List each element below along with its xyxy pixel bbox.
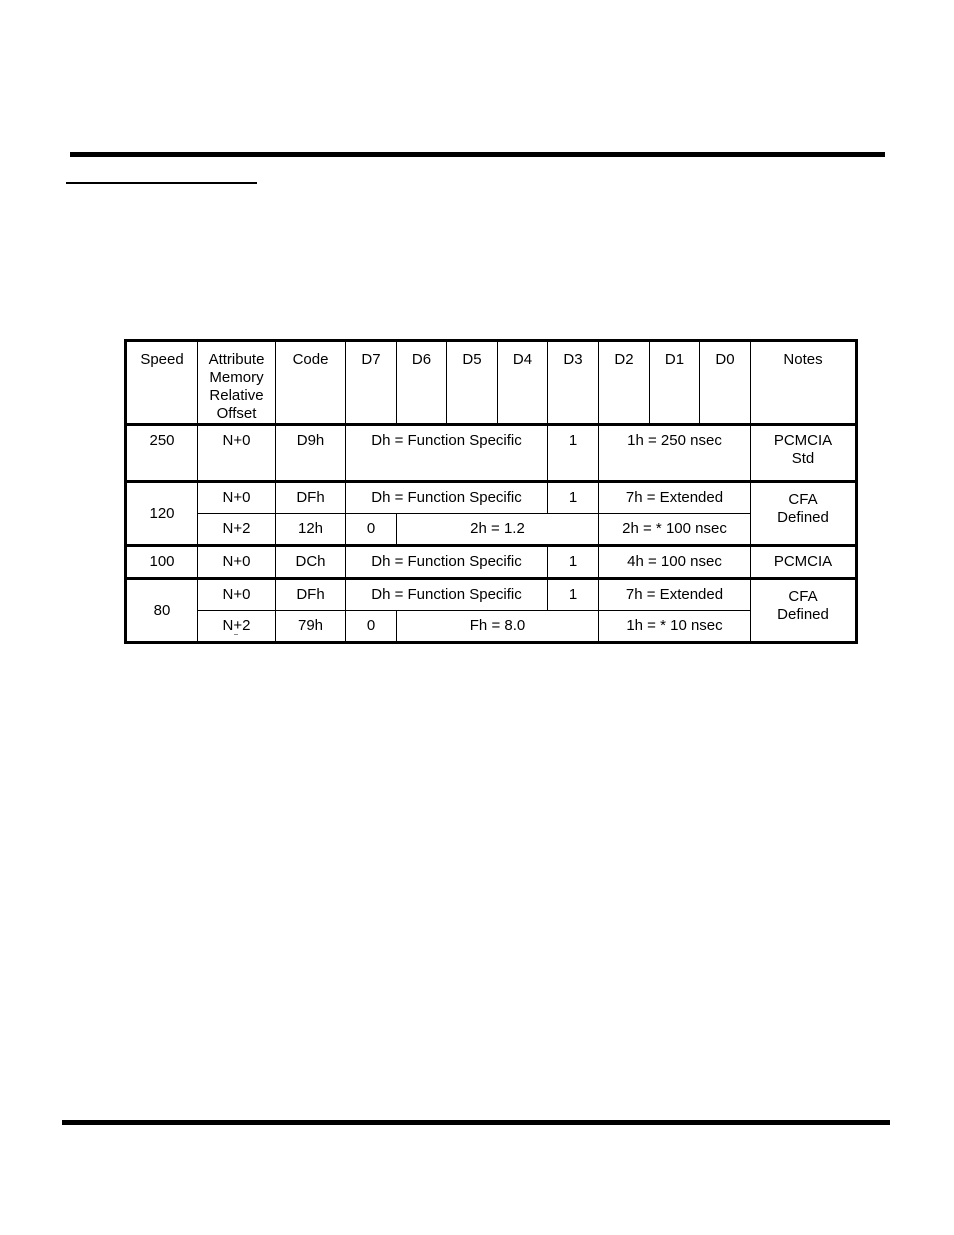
notes-line: CFA (788, 491, 818, 508)
speed-encoding-table (124, 339, 858, 644)
header-speed: Speed (126, 341, 198, 425)
table-row (126, 482, 857, 514)
header-d2: D2 (599, 341, 650, 425)
cell-speed: 250 (126, 425, 198, 482)
table-row (126, 546, 857, 579)
cell-d2-d0: 7h = Extended (599, 482, 751, 514)
cell-notes (751, 425, 857, 482)
table-row (126, 579, 857, 611)
cell-notes (751, 579, 857, 643)
cell-d2-d0: 4h = 100 nsec (599, 546, 751, 579)
cell-code: 79h (276, 611, 346, 643)
cell-speed: 120 (126, 482, 198, 546)
cell-code: DCh (276, 546, 346, 579)
cell-code: DFh (276, 482, 346, 514)
notes-line: Defined (777, 606, 829, 623)
cell-offset: N+2 (198, 611, 276, 643)
footer-rule (62, 1120, 890, 1125)
cell-d3: 1 (548, 579, 599, 611)
header-d4: D4 (498, 341, 548, 425)
section-heading-underline (66, 182, 257, 184)
header-d7: D7 (346, 341, 397, 425)
cell-offset: N+0 (198, 546, 276, 579)
header-d0: D0 (700, 341, 751, 425)
header-offset-line: Relative (209, 387, 264, 404)
cell-offset: N+0 (198, 579, 276, 611)
cell-notes (751, 482, 857, 546)
cell-speed: 80 (126, 579, 198, 643)
header-d1: D1 (650, 341, 700, 425)
cell-d7-d4: Dh = Function Specific (346, 425, 548, 482)
cell-d7: 0 (346, 611, 397, 643)
cell-d7-d4: Dh = Function Specific (346, 579, 548, 611)
cell-d2-d0: 1h = 250 nsec (599, 425, 751, 482)
cell-d6-d3: Fh = 8.0 (397, 611, 599, 643)
notes-line: CFA (788, 588, 818, 605)
cell-d3: 1 (548, 546, 599, 579)
header-d6: D6 (397, 341, 447, 425)
cell-offset: N+2 (198, 514, 276, 546)
header-offset-line: Memory (209, 369, 264, 386)
cell-d7: 0 (346, 514, 397, 546)
header-rule (70, 152, 885, 157)
cell-code: 12h (276, 514, 346, 546)
notes-line: Defined (777, 509, 829, 526)
table-row (126, 514, 857, 546)
cell-d7-d4: Dh = Function Specific (346, 546, 548, 579)
table-header-row (126, 341, 857, 425)
cell-speed: 100 (126, 546, 198, 579)
cell-d7-d4: Dh = Function Specific (346, 482, 548, 514)
cell-offset: N+0 (198, 482, 276, 514)
header-notes: Notes (751, 341, 857, 425)
cell-d2-d0: 1h = * 10 nsec (599, 611, 751, 643)
cell-code: DFh (276, 579, 346, 611)
header-offset-line: Offset (216, 405, 257, 422)
cell-notes: PCMCIA (751, 546, 857, 579)
stray-mark (234, 634, 238, 635)
table-row (126, 425, 857, 482)
header-offset (198, 341, 276, 425)
cell-d2-d0: 7h = Extended (599, 579, 751, 611)
cell-d3: 1 (548, 482, 599, 514)
cell-d3: 1 (548, 425, 599, 482)
cell-code: D9h (276, 425, 346, 482)
header-code: Code (276, 341, 346, 425)
header-offset-line: Attribute (208, 351, 265, 368)
cell-d6-d3: 2h = 1.2 (397, 514, 599, 546)
notes-line: PCMCIA (773, 432, 833, 449)
header-d3: D3 (548, 341, 599, 425)
cell-offset: N+0 (198, 425, 276, 482)
cell-d2-d0: 2h = * 100 nsec (599, 514, 751, 546)
table-row (126, 611, 857, 643)
notes-line: Std (791, 450, 815, 467)
header-d5: D5 (447, 341, 498, 425)
